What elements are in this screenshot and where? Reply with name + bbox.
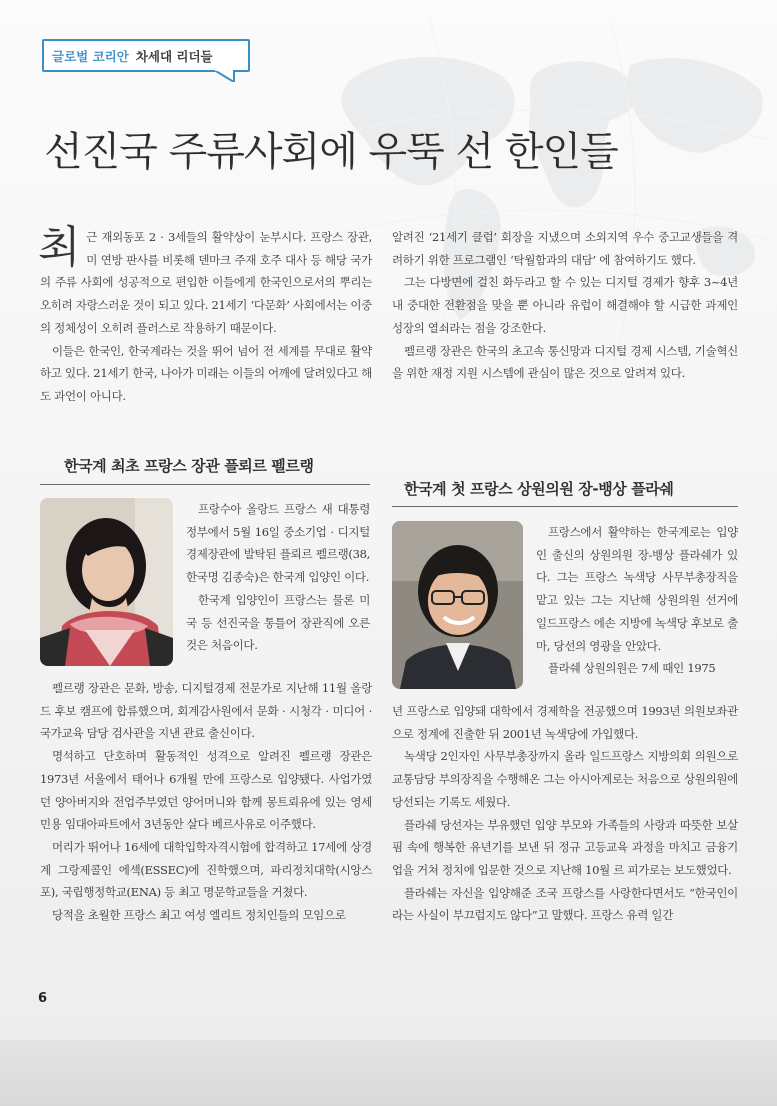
section-1-paragraph-5: 머리가 뛰어나 16세에 대학입학자격시험에 합격하고 17세에 상경계 그랑제콜인 에섹(ESSEC)에 진학했으며, 파리정치대학(시앙스포), 국립행정학교(ENA) 등 최고 명문학교들을 거쳤다. <box>40 839 372 900</box>
intro-paragraph-2: 이들은 한국인, 한국계라는 것을 뛰어 넘어 전 세계를 무대로 활약하고 있다. 21세기 한국, 나아가 미래는 이들의 어깨에 달려있다고 해도 과언이 아니다. <box>40 343 372 403</box>
badge-category: 글로벌 코리안 <box>52 48 129 64</box>
section-1-paragraph-3: 펠르랭 장관은 문화, 방송, 디지털경제 전문가로 지난해 11월 올랑드 후보 캠프에 합류했으며, 회계감사원에서 문화 · 시청각 · 미디어 · 국가교육 담당 검사관을 지낸 관료 출신이다. <box>40 681 372 741</box>
portrait-fleur-pellerin <box>40 498 173 666</box>
drop-cap: 최 <box>38 222 81 273</box>
speech-bubble-tail-icon <box>214 70 238 82</box>
section-2-side-paragraph-1: 프랑스에서 활약하는 한국계로는 입양인 출신의 상원의원 장-뱅상 플라쉐가 있다. 그는 프랑스 녹색당 사무부총장직을 맡고 있는 그는 지난해 상원의원 선거에 일드프랑스 에손 지방에 녹색당 후보로 출마, 당선의 영광을 안았다. <box>536 525 738 653</box>
section-1-paragraph-6: 당적을 초월한 프랑스 최고 여성 엘리트 정치인들의 모임으로 <box>52 908 346 923</box>
page-title: 선진국 주류사회에 우뚝 선 한인들 <box>44 129 618 175</box>
section-2-paragraph-4: 녹색당 2인자인 사무부총장까지 올라 일드프랑스 지방의회 의원으로 교통담당 부의장직을 수행해온 그는 아시아계로는 처음으로 상원의원에 당선되는 기록도 세웠다. <box>392 749 738 809</box>
intro-text <box>38 222 372 408</box>
page-bottom-edge <box>0 1040 777 1106</box>
section-2-heading: 한국계 첫 프랑스 상원의원 장-뱅상 플라쉐 <box>404 480 674 498</box>
right-column-top <box>392 226 738 385</box>
section-1-heading: 한국계 최초 프랑스 장관 플뢰르 펠르랭 <box>64 457 314 475</box>
section-1-side-paragraph-2: 한국계 입양인이 프랑스는 물론 미국 등 선진국을 통틀어 장관직에 오른 것은 처음이다. <box>186 592 370 653</box>
badge-series: 차세대 리더들 <box>135 48 213 64</box>
section-1-rule <box>40 484 370 485</box>
portrait-jean-vincent-place <box>392 521 523 689</box>
intro-paragraph-1 <box>38 222 372 340</box>
section-2-rule <box>392 506 738 507</box>
section-1-side-paragraph-1: 프랑수아 올랑드 프랑스 새 대통령 정부에서 5월 16일 중소기업 · 디지털 경제장관에 발탁된 플뢰르 펠르랭(38, 한국명 김종숙)은 한국계 입양인 이다. <box>186 502 370 585</box>
section-1-paragraph-4: 명석하고 단호하며 활동적인 성격으로 알려진 펠르랭 장관은 1973년 서울에서 태어나 6개월 만에 프랑스로 입양됐다. 사업가였던 양아버지와 전업주부였던 양어머니와 함께 몽트뢰유에 있는 영세민용 임대아파트에서 3년동안 살다 베르사유로 이주했다. <box>40 749 372 832</box>
section-2-paragraph-5: 플라쉐 당선자는 부유했던 입양 부모와 가족들의 사랑과 따뜻한 보살핌 속에 행복한 유년기를 보낸 뒤 정규 고등교육 과정을 마치고 금융기업을 거쳐 정치에 입문한 것으로 지난해 10월 르 피가로는 보도했었다. <box>392 817 738 877</box>
section-2-body <box>392 700 738 927</box>
page-number: 6 <box>38 991 48 1006</box>
category-badge <box>42 39 250 72</box>
section-2-side-paragraph-2: 플라쉐 상원의원은 7세 때인 1975 <box>548 661 716 676</box>
section-1-side-text <box>186 498 370 657</box>
right-paragraph-3: 펠르랭 장관은 한국의 초고속 통신망과 디지털 경제 시스템, 기술혁신을 위한 재정 지원 시스템에 관심이 많은 것으로 알려져 있다. <box>392 343 738 381</box>
section-1-body <box>40 677 372 927</box>
section-2-paragraph-6: 플라쉐는 자신을 입양해준 조국 프랑스를 사랑한다면서도 “한국인이라는 사실이 부끄럽지도 않다”고 말했다. 프랑스 유력 일간 <box>392 885 738 923</box>
intro-paragraph-1-text: 근 재외동포 2 · 3세들의 활약상이 눈부시다. 프랑스 장관, 미 연방 판사를 비롯해 덴마크 주재 호주 대사 등 해당 국가의 주류 사회에 성공적으로 편입한 이들에게 한국인으로서의 뿌리는 오히려 자랑스러운 것이 되고 있다. 21세기 ‘다문화’ 사회에서는 이중의 정체성이 오히려 플러스로 작용하기 때문이다. <box>40 230 372 335</box>
right-paragraph-1: 알려진 ‘21세기 클럽’ 회장을 지냈으며 소외지역 우수 중고교생들을 격려하기 위한 프로그램인 ‘탁월함과의 대담’ 에 참여하기도 했다. <box>392 230 738 267</box>
section-2-side-text <box>536 521 738 680</box>
right-paragraph-2: 그는 다방면에 걸친 화두라고 할 수 있는 디지털 경제가 향후 3~4년 내 중대한 전환점을 맞을 뿐 아니라 유럽이 해결해야 할 시급한 과제인 성장의 열쇠라는 점을 강조한다. <box>392 275 738 335</box>
section-2-paragraph-3: 년 프랑스로 입양돼 대학에서 경제학을 전공했으며 1993년 의원보좌관으로 정계에 진출한 뒤 2001년 녹색당에 가입했다. <box>392 704 738 741</box>
